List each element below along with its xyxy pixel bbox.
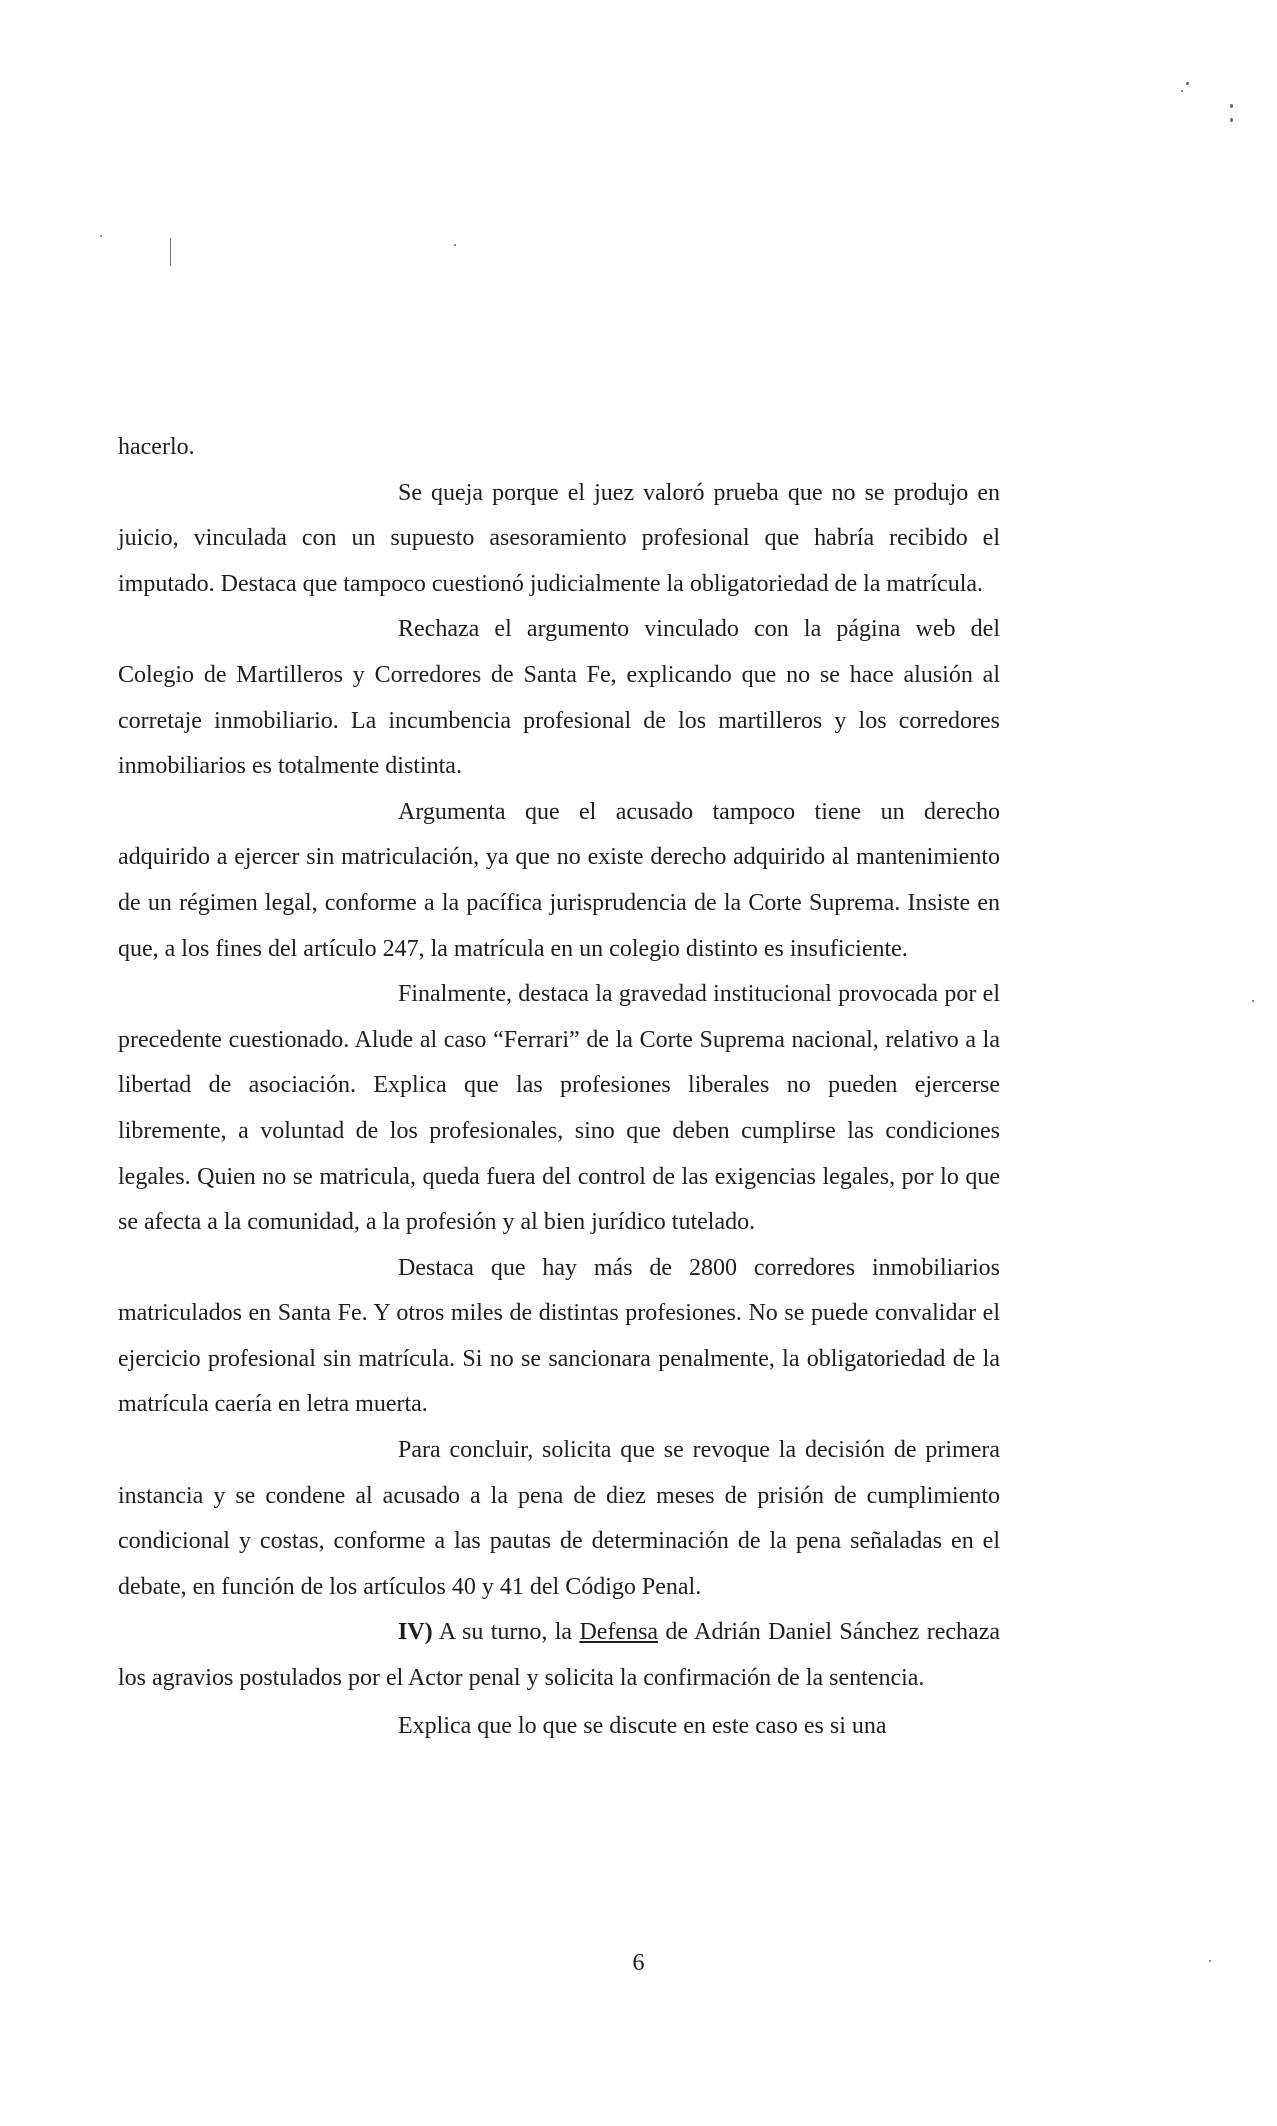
page-number: 6 bbox=[632, 1950, 645, 1976]
paragraph-7-lead: A su turno, la bbox=[432, 1619, 580, 1646]
paragraph-2: Rechaza el argumento vinculado con la página web del Colegio de Martilleros y Corredores de Santa Fe, explicando que no se hace alusión al corretaje inmobiliario. La incumbencia profesional de los martilleros y los corredores inmobiliarios es totalmente distinta. bbox=[118, 616, 1000, 780]
scan-speck bbox=[1186, 82, 1189, 85]
paragraph-8: Explica que lo que se discute en este caso es si una bbox=[398, 1712, 887, 1739]
paragraph-4: Finalmente, destaca la gravedad institucional provocada por el precedente cuestionado. Alude al caso “Ferrari” de la Corte Suprema nacional, relativo a la libertad de asociación. Explica que las profesiones liberales no pueden ejercerse libremente, a voluntad de los profesionales, sino que deben cumplirse las condiciones legales. Quien no se matricula, queda fuera del control de las exigencias legales, por lo que se afecta a la comunidad, a la profesión y al bien jurídico tutelado. bbox=[118, 981, 1000, 1236]
scan-speck bbox=[1252, 1000, 1254, 1002]
paragraph-0: hacerlo. bbox=[118, 434, 195, 460]
paragraph-3: Argumenta que el acusado tampoco tiene un derecho adquirido a ejercer sin matriculación, ya que no existe derecho adquirido al mantenimiento de un régimen legal, conforme a la pacífica jurisprudencia de la Corte Suprema. Insiste en que, a los fines del artículo 247, la matrícula en un colegio distinto es insuficiente. bbox=[118, 798, 1000, 962]
paragraph-5: Destaca que hay más de 2800 corredores inmobiliarios matriculados en Santa Fe. Y otros miles de distintas profesiones. No se puede convalidar el ejercicio profesional sin matrícula. Si no se sancionara penalmente, la obligatoriedad de la matrícula caería en letra muerta. bbox=[118, 1254, 1000, 1418]
paragraph-7-rest: de Adrián Daniel Sánchez rechaza los agravios postulados por el Actor penal y solicita la confirmación de la sentencia. bbox=[118, 1619, 1001, 1692]
scan-speck bbox=[1230, 118, 1233, 122]
paragraph-1: Se queja porque el juez valoró prueba que no se produjo en juicio, vinculada con un supuesto asesoramiento profesional que habría recibido el imputado. Destaca que tampoco cuestionó judicialmente la obligatoriedad de la matrícula. bbox=[118, 479, 1000, 597]
scan-speck bbox=[454, 244, 456, 246]
scan-speck bbox=[100, 235, 102, 237]
scan-speck bbox=[1230, 104, 1233, 108]
document-body bbox=[118, 425, 1000, 1749]
defensa-underlined: Defensa bbox=[579, 1619, 659, 1646]
paragraph-7 bbox=[118, 1610, 1000, 1701]
paragraph-6: Para concluir, solicita que se revoque la decisión de primera instancia y se condene al acusado a la pena de diez meses de prisión de cumplimiento condicional y costas, conforme a las pautas de determinación de la pena señaladas en el debate, en función de los artículos 40 y 41 del Código Penal. bbox=[118, 1437, 1000, 1600]
section-marker: IV) bbox=[398, 1619, 433, 1646]
scan-mark bbox=[170, 238, 171, 266]
scan-speck bbox=[1181, 90, 1183, 92]
